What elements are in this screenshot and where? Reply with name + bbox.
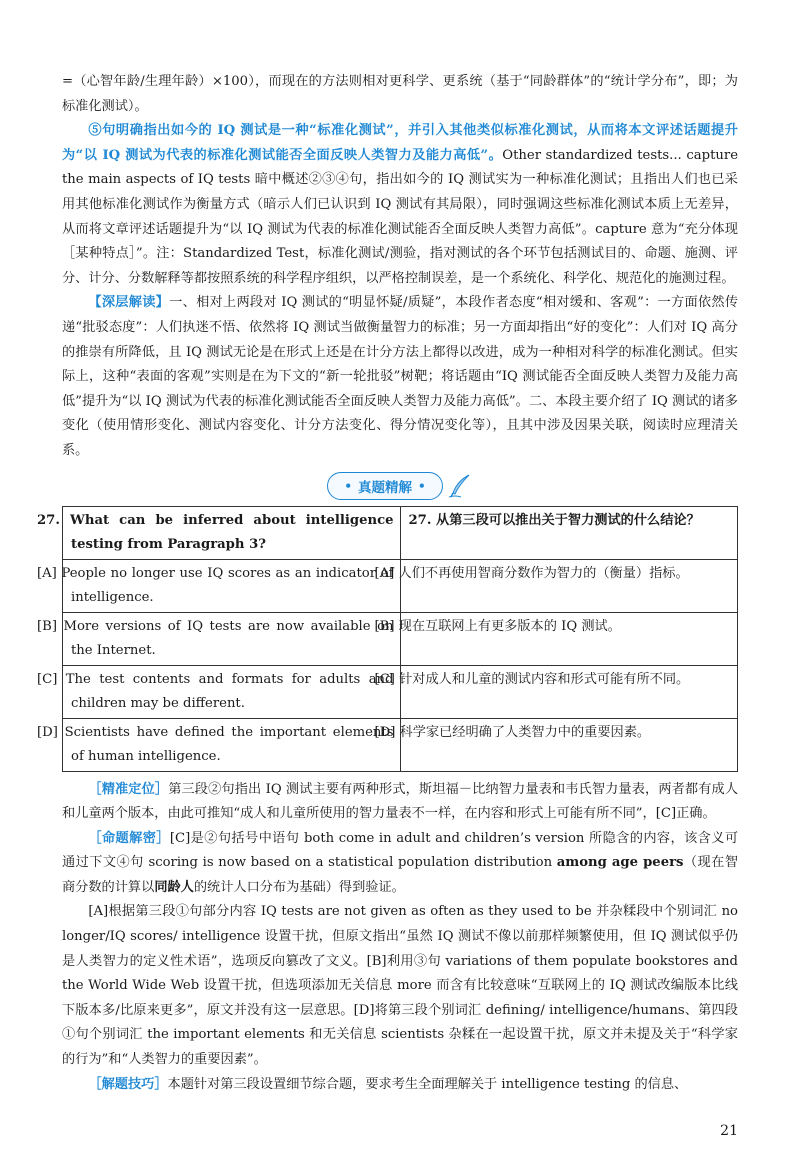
paragraph-continuation: =（心智年龄/生理年龄）×100），而现在的方法则相对更科学、更系统（基于“同龄群体”的“统计学分布”，即；为标准化测试）。 [62, 74, 738, 114]
question-decode-text-c: 的统计人口分布为基础）得到验证。 [193, 879, 405, 895]
option-a-cn: [A] 人们不再使用智商分数作为智力的（衡量）指标。 [400, 559, 738, 612]
paragraph-tips [62, 1073, 738, 1098]
highlighted-analysis: ⑤句明确指出如今的 IQ 测试是一种“标准化测试”，并引入其他类似标准化测试，从而将本文评述话题提升为“以 IQ 测试为代表的标准化测试能否全面反映人类智力及能力高低”。 [62, 123, 738, 163]
section-label-deep-reading: 【深层解读】 [88, 295, 170, 311]
section-label-question-decode: ［命题解密］ [88, 830, 170, 846]
option-c-cn: [C] 针对成人和儿童的测试内容和形式可能有所不同。 [400, 665, 738, 718]
table-row [63, 665, 738, 718]
option-b-cn: [B] 现在互联网上有更多版本的 IQ 测试。 [400, 612, 738, 665]
paragraph-question-decode [62, 827, 738, 901]
question-en: 27. What can be inferred about intelligence testing from Paragraph 3? [63, 506, 401, 559]
table-row [63, 559, 738, 612]
banner-title: 真题精解 [358, 479, 412, 496]
section-label-precise-location: ［精准定位］ [88, 781, 169, 797]
dot-icon: • [344, 478, 352, 493]
dot-icon: • [418, 478, 426, 493]
option-d-cn: [D] 科学家已经明确了人类智力中的重要因素。 [400, 718, 738, 771]
deep-reading-text: 一、相对上两段对 IQ 测试的“明显怀疑/质疑”，本段作者态度“相对缓和、客观”：一方面依然传递“批驳态度”：人们执迷不悟、依然将 IQ 测试当做衡量智力的标准；另一方面却指出“好的变化”：人们对 IQ 高分的推崇有所降低，且 IQ 测试无论是在形式上还是在计分方法上都得以改进，成为一种相对科学的标准化测试。但实际上，这种“表面的客观”实则是在为下文的“新一轮批驳”树靶；将话题由“IQ 测试能否全面反映人类智力及能力高低”提升为“以 IQ 测试为代表的标准化测试能否全面反映人类智力及能力高低”。二、本段主要介绍了 IQ 测试的诸多变化（使用情形变化、测试内容变化、计分方法变化、得分情况变化等），且其中涉及因果关联，阅读时应理清关系。 [62, 295, 739, 458]
question-cn: 27. 从第三段可以推出关于智力测试的什么结论？ [400, 506, 738, 559]
question-decode-text-b: （现在智商分数的计算以 [62, 855, 739, 895]
paragraph-analysis-5 [62, 119, 738, 291]
table-row [63, 506, 738, 559]
table-row [63, 718, 738, 771]
paragraph-deep-reading [62, 291, 738, 463]
option-d-en: [D] Scientists have defined the important elements of human intelligence. [63, 718, 401, 771]
tips-text: 本题针对第三段设置细节综合题，要求考生全面理解关于 intelligence testing 的信息、 [167, 1076, 688, 1092]
section-banner [62, 472, 738, 500]
option-b-en: [B] More versions of IQ tests are now available on the Internet. [63, 612, 401, 665]
question-decode-text-a: [C]是②句括号中语句 both come in adult and children’s version 所隐含的内容，该含义可通过下文④句 scoring is now based on a statistical population distribution [62, 830, 739, 871]
question-decode-bold: among age peers [556, 855, 684, 871]
option-c-en: [C] The test contents and formats for adults and children may be different. [63, 665, 401, 718]
section-label-tips: ［解题技巧］ [88, 1076, 168, 1092]
analysis-text: Other standardized tests... capture the main aspects of IQ tests 暗中概述②③④句，指出如今的 IQ 测试实为一种标准化测试；且指出人们也已采用其他标准化测试作为衡量方式（暗示人们已认识到 IQ 测试有其局限），同时强调这些标准化测试本质上无差异，从而将文章评述话题提升为“以 IQ 测试为代表的标准化测试能否全面反映人类智力高低”。capture 意为“充分体现［某种特点］”。注：Standardized Test，标准化测试/测验，指对测试的各个环节包括测试目的、命题、施测、评分、计分、分数解释等都按照系统的科学程序组织，以严格控制误差，是一个系统化、科学化、规范化的施测过程。 [62, 147, 738, 286]
banner-badge [327, 472, 442, 500]
quill-pen-icon [447, 473, 473, 499]
question-decode-bold-cn: 同龄人 [154, 879, 194, 895]
page-number: 21 [720, 1123, 738, 1139]
option-a-en: [A] People no longer use IQ scores as an indicator of intelligence. [63, 559, 401, 612]
table-row [63, 612, 738, 665]
question-table [37, 506, 738, 772]
paragraph-distractors: [A]根据第三段①句部分内容 IQ tests are not given as often as they used to be 并杂糅段中个别词汇 no longer/IQ scores/ intelligence 设置干扰，但原文指出“虽然 IQ 测试不像以前那样频繁使用，但 IQ 测试似乎仍是人类智力的定义性术语”，选项反向篡改了文义。[B]利用③句 variations of them populate bookstores and the World Wide Web 设置干扰，但选项添加无关信息 more 而含有比较意味“互联网上的 IQ 测试改编版本比线下版本多/比原来更多”，原文并没有这一层意思。[D]将第三段个别词汇 defining/ intelligence/humans、第四段①句个别词汇 the important elements 和无关信息 scientists 杂糅在一起设置干扰，原文并未提及关于“科学家的行为”和“人类智力的重要因素”。 [62, 904, 738, 1068]
precise-location-text: 第三段②句指出 IQ 测试主要有两种形式，斯坦福－比纳智力量表和韦氏智力量表，两者都有成人和儿童两个版本，由此可推知“成人和儿童所使用的智力量表不一样，在内容和形式上可能有所不同”，[C]正确。 [62, 781, 739, 822]
paragraph-precise-location [62, 778, 738, 827]
